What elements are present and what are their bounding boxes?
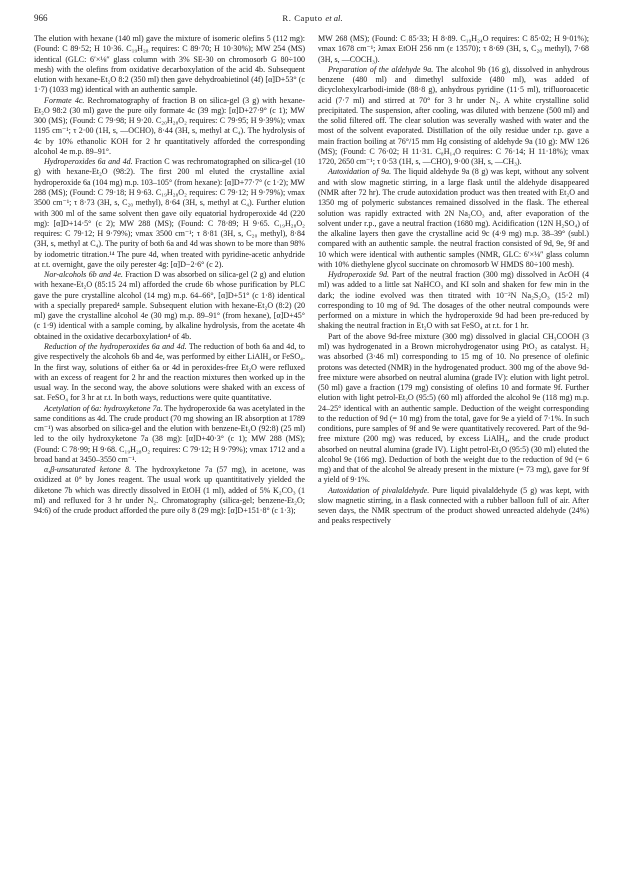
paragraph-acetylation: Acetylation of 6a: hydroxyketone 7a. The hydroperoxide 6a was acetylated in the same conditions as 4d. The crude product (70 mg showing an IR absorption at 1789 cm⁻¹) was absorbed on silica-gel and the elution with benzene-Et₂O (92:8) (25 ml) led to the oily hydroxyketone 7a (38 mg): [α]D+40·3° (c 1); MW 288 (MS); (Found: C 78·99; H 9·68. C₁₉H₂₈O₂ requires: C 79·12; H 9·79%); νmax 1712 and a broad band at 3450–3550 cm⁻¹. [34, 403, 305, 464]
paragraph-formate-4c: Formate 4c. Rechromatography of fraction B on silica-gel (3 g) with hexane-Et₂O 98:2 (30 ml) gave the pure oily formate 4c (39 mg): [α]D+27·9° (c 1); MW 300 (MS); (Found: C 79·98; H 9·20. C₂₀H₂₈O₂ requires: C 79·95; H 9·39%); νmax 1195 cm⁻¹; τ 2·00 (1H, s, —OCHO), 8·44 (3H, s, methyl at C₄). The hydrolysis of 4c by 10% ethanolic KOH for 2 hr quantitatively afforded the corresponding alcohol 4e m.p. 89–91°. [34, 95, 305, 156]
paragraph-hydroperoxides: Hydroperoxides 6a and 4d. Fraction C was rechromatographed on silica-gel (10 g) with hexane-Et₂O (98:2). The first 200 ml eluted the crystalline axial hydroperoxide 6a (104 mg) m.p. 103–105° (from hexane): [α]D+77·7° (c 1·2); MW 288 (MS); (Found: C 79·18; H 9·63. C₁₉H₂₈O₂ requires: C 79·12; H 9·79%); νmax 3500 cm⁻¹; τ 8·73 (3H, s, C₂₀ methyl), 8·64 (3H, s, methyl at C₄). Further elution with 300 ml of the same solvent then gave oily equatorial hydroperoxide 4d (220 mg): [α]D+14·5° (c 2); MW 288 (MS); (Found: C 78·89; H 9·65. C₁₉H₂₈O₂ requires: C 79·12; H 9·79%); νmax 3500 cm⁻¹; τ 8·81 (3H, s, C₂₀ methyl), 8·84 (3H, s, methyl at C₄). The purity of both 6a and 4d was shown to be more than 98% by iodometric titration.¹⁴ The pure 4d, when treated with pyridine-acetic anhydride at r.t. overnight, gave the oily perester 4g: [α]D−2·6° (c 2). [34, 157, 305, 269]
paragraph-nor-alcohols: Nor-alcohols 6b and 4e. Fraction D was absorbed on silica-gel (2 g) and elution with hexane-Et₂O (85:15 24 ml) afforded the crude 6b whose purification by PLC gave the pure crystalline alcohol (14 mg) m.p. 64–66°, [α]D+51° (c 1·8) identical with a specially prepared⁴ sample. Subsequent elution with hexane-Et₂O (8:2) (20 ml) gave the crystalline alcohol 4e (30 mg) m.p. 89–91° (from hexane), [α]D+45° (c 1·9) identical with a sample coming, by alkaline hydrolysis, from the acetate 4h obtained in the oxidative decarboxylation⁴ of 4b. [34, 270, 305, 341]
paragraph-reduction: Reduction of the hydroperoxides 6a and 4d. The reduction of both 6a and 4d, to give respectively the alcohols 6b and 4e, was performed by either LiAlH₄ or FeSO₄. In the first way, solutions of either 6a or 4d in peroxides-free Et₂O were refluxed with an excess of reagent for 2 hr and the reaction mixtures then worked up in the usual way. In the second way, the above solutions were shaked with an excess of sat. FeSO₄ for 3 hr at r.t. In both ways, reductions were quite quantitative. [34, 341, 305, 403]
running-head-suffix: et al. [325, 13, 343, 23]
paragraph-autoxidation-9a: Autoxidation of 9a. The liquid aldehyde 9a (8 g) was kept, without any solvent and with slow magnetic stirring, in a large flask until the aldehyde disappeared (NMR after 72 hr). The crude autoxidation product was then treated with Et₂O and 1350 mg of polymeric substances remained dissolved in the flask. The ethereal solution was rapidly extracted with 2N Na₂CO₃ and, after evaporation of the solvent under r.p., gave a neutral fraction (1680 mg). Acidification (12N H₂SO₄) of the alkaline layers then gave the crystalline acid 9c (4·9 mg) m.p. 38–39° (subl.) compared with an authentic sample. the neutral fraction consisted of 9d, 9e, 9f and 10 which were identical with authentic samples (NMR, GLC: 6′×⅛″ glass column with 10% diethylene glycol succinate on chromosorb W HMDS 80÷100 mesh). [318, 167, 589, 269]
right-column [318, 34, 589, 884]
running-head [0, 13, 625, 23]
paragraph-hydroperoxide-9d: Hydroperoxide 9d. Part of the neutral fraction (300 mg) dissolved in AcOH (4 ml) was added to a little sat NaHCO₃ and KI soln and shaken for few min in the dark; the iodine evolved was then titrated with 10⁻²N Na₂S₂O₃ (15·2 ml) corresponding to 10 mg of 9d. The dosages of the other neutral compounds were performed on a mixture in which the hydroperoxide 9d had been pre-reduced by shaking the neutral fraction in Et₂O with sat FeSO₄ at r.t. for 1 hr. [318, 270, 589, 331]
run-in-heading: Autoxidation of pivalaldehyde. [328, 485, 430, 495]
paragraph-pivalaldehyde: Autoxidation of pivalaldehyde. Pure liquid pivalaldehyde (5 g) was kept, with slow magnetic stirring, in a flask connected with a rubber balloon full of air. After seven days, the NMR spectrum of the product showed unreacted aldehyde (24%) and peaks respectively [318, 485, 589, 526]
paragraph-ketone-data: MW 268 (MS); (Found: C 85·33; H 8·89. C₁₉H₂₄O requires: C 85·02; H 9·01%); νmax 1678 cm⁻¹; λmax EtOH 256 nm (ε 13570); τ 8·69 (3H, s, C₂₀ methyl), 7·68 (3H, s, —COCH₃). [318, 34, 589, 64]
paragraph-aldehyde-prep: Preparation of the aldehyde 9a. The alcohol 9b (16 g), dissolved in anhydrous benzene (480 ml) and dimethyl sulfoxide (480 ml), was added of dicyclohexylcarbodi-imide (88·8 g), anhydrous pyridine (11·5 ml), trifluoroacetic acid (7·7 ml) and stirred at 70° for 3 hr under N₂. A white crystalline solid precipitated. The suspension, after cooling, was diluted with benzene (500 ml) and the solid filtered off. The clear solution was severally washed with water and the most of the solvent evaporated. Distillation of the oily residue under r.p. gave a main fraction boiling at 76°/15 mm Hg consisting of aldehyde 9a (10 g): MW 126 (MS); (Found: C 76·02; H 11·31. C₈H₁₄O requires: C 76·14; H 11·18%); νmax 1720, 2650 cm⁻¹; τ 0·53 (1H, s, —CHO), 9·00 (3H, s, —CH₃). [318, 64, 589, 167]
left-column [34, 34, 305, 884]
run-in-heading: Hydroperoxide 9d. [328, 270, 390, 280]
run-in-heading: α,β-unsaturated ketone 8. [44, 465, 132, 475]
run-in-heading: Acetylation of 6a: hydroxyketone 7a. [44, 403, 163, 413]
run-in-heading: Formate 4c. [44, 95, 85, 105]
running-head-author: R. Caputo [282, 13, 323, 23]
page-number: 966 [34, 13, 48, 23]
paragraph-unsaturated-ketone: α,β-unsaturated ketone 8. The hydroxyketone 7a (57 mg), in acetone, was oxidized at 0° by Jones reagent. The usual work up quantititatively yielded the diketone 7b which was directly dissolved in EtOH (1 ml), added of 5% K₂CO₃ (1 ml) and refluxed for 3 hr under N₂. Chromatography (silica-gel; benzene-Et₂O; 94:6) of the crude product afforded the pure oily 8 (29 mg): [α]D+151·8° (c 1·3); [34, 465, 305, 516]
run-in-heading: Autoxidation of 9a. [328, 167, 392, 177]
paragraph-9d-free-mixture: Part of the above 9d-free mixture (300 mg) dissolved in glacial CH₃COOH (3 ml) was hydrogenated in a Brown microhydrogenator using PtO₂ as catalyst. H₂ was absorbed (3·46 ml) corresponding to 15 mg of 10. No presence of olefinic protons was detected (NMR) in the hydrogenated product. 300 mg of the above 9d-free mixture were absorbed on neutral alumina (grade IV): elution with light petrol. (50 ml) gave a fraction (179 mg) consisting of olefins 10 and formate 9f. Further elution with light petrol-Et₂O (95:5) (60 ml) afforded the alcohol 9e (118 mg) m.p. 24–25° identical with an authentic sample. Deduction of the weight corresponding to the reduction of 9d (= 10 mg) from the total, gave for 9e a yield of 7·1%. In such conditions, pure samples of 9f and 9e were quantitatively recovered. Part of the 9d-free mixture (200 mg) was reduced, by excess LiAlH₄, and the crude product absorbed on neutral alumina (grade IV). Light petrol-Et₂O (95:5) (30 ml) eluted the alcohol 9e (166 mg). Deduction of both the weight due to the reduction of 9d (= 6 mg) and that of the alcohol 9e already present in the mixture (= 73 mg), gave for 9f a yield of 9·1%. [318, 331, 589, 485]
run-in-heading: Nor-alcohols 6b and 4e. [44, 270, 123, 280]
run-in-heading: Reduction of the hydroperoxides 6a and 4d. [44, 341, 187, 351]
run-in-heading: Hydroperoxides 6a and 4d. [44, 157, 133, 167]
run-in-heading: Preparation of the aldehyde 9a. [328, 64, 434, 74]
paragraph-elution: The elution with hexane (140 ml) gave the mixture of isomeric olefins 5 (112 mg): (Found: C 89·52; H 10·36. C₁₉H₂₈ requires: C 89·70; H 10·30%); MW 254 (MS) identical (GLC: 6′×⅛″ glass column with 3% SE-30 on chromosorb G 80÷100 mesh) with the olefins from oxidative decarboxylation of the acid 4b. Subsequent elution with hexane-Et₂O 8:2 (350 ml) then gave dehydroabietinol (4f) [α]D+53° (c 1·7) (1033 mg) identical with an authentic sample. [34, 34, 305, 95]
